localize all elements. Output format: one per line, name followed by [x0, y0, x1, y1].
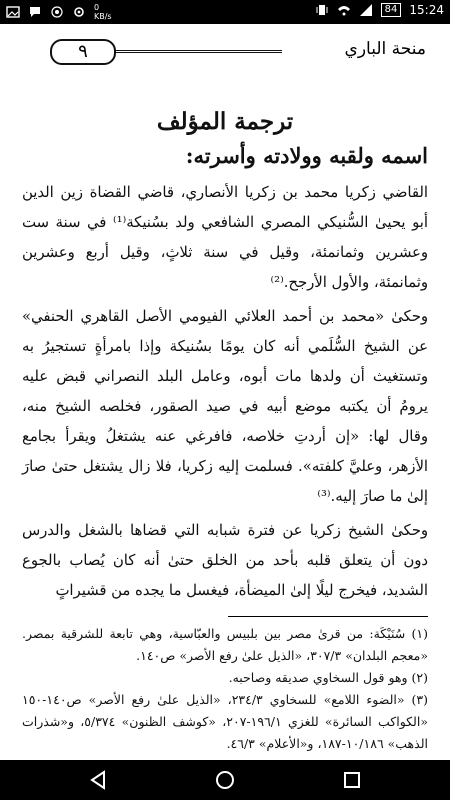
paragraph: وحكىٰ «محمد بن أحمد العلائي الفيومي الأصل القاهري الحنفي» عن الشيخ السُّلَمي أنه كان يومًا بسُنيكة وإذا بامرأةٍ تستجيرُ به وتستغيث أن ولدها مات أبوه، وعامل البلد النصراني قبض عليه يرومُ أن يكتبه موضع أبيه في صيد الصقور، فخلصه الشيخ منه، وقال لها: «إن أردتِ خلاصه، فافرغي عنه يشتغلُ ويقرأ بجامع الأزهر، وعليَّ كلفته». فسلمت إليه زكريا، فلا زال يشتغل حتىٰ صارَ إلىٰ ما صارَ إليه.⁽³⁾	[22, 308, 428, 505]
signal-icon	[359, 3, 373, 17]
footnote: (١) سُنَيْكَة: من قرىٰ مصر بين بلبيس والعبّاسية، وهي تابعة للشرقية بمصر. «معجم البلدان» ٣٠٧/٣، «الذيل علىٰ رفع الأصر» ص١٤٠.	[22, 626, 428, 663]
image-icon	[6, 5, 20, 19]
footnote-separator	[228, 616, 428, 617]
paragraph: وحكىٰ الشيخ زكريا عن فترة شبابه التي قضاها بالشغل والدرس دون أن يتعلق قلبه بأحد من الخلق حتىٰ أنه كان يُصاب بالجوع الشديد، فيخرج ليلًا إلىٰ الميضأة، فيغسل ما يجده من قشيراتٍ	[22, 522, 428, 599]
settings-icon	[72, 5, 86, 19]
battery-indicator: 84	[381, 3, 402, 17]
hotspot-icon	[50, 5, 64, 19]
back-icon[interactable]	[86, 768, 110, 792]
page-number: ٩	[50, 39, 116, 65]
reader-page	[0, 24, 450, 760]
vibrate-icon	[315, 3, 329, 17]
clock: 15:24	[409, 3, 444, 17]
footnote: (٢) وهو قول السخاوي صديقه وصاحبه.	[228, 670, 428, 685]
footnote: (٣) «الضوء اللامع» للسخاوي ٢٣٤/٣، «الذيل علىٰ رفع الأصر» ص١٤٠-١٥٠ «الكواكب السائرة» للغزي ١٩٦/١-٢٠٧، «كوشف الظنون» ٥/٣٧٤، و«شذرات الذهب» ١٠/١٨٦-١٨٧، و«الأعلام» ٤٦/٣.	[22, 692, 429, 751]
book-title: منحة الباري	[344, 39, 426, 59]
recent-apps-icon[interactable]	[340, 768, 364, 792]
navigation-bar	[0, 760, 450, 800]
status-bar	[0, 0, 450, 24]
net-speed: 0 KB/s	[94, 3, 112, 21]
status-right	[315, 3, 444, 17]
section-heading: اسمه ولقبه وولادته وأسرته:	[185, 143, 428, 168]
page-body	[22, 108, 428, 755]
home-icon[interactable]	[213, 768, 237, 792]
wifi-icon	[337, 3, 351, 17]
status-left	[6, 3, 112, 21]
chat-icon	[28, 5, 42, 19]
paragraph: القاضي زكريا محمد بن زكريا الأنصاري، قاضي القضاة زين الدين أبو يحيىٰ السُّنيكي المصري الشافعي ولد بسُنيكة⁽¹⁾ في سنة ست وعشرين وثمانمئة، وقيل في سنة ثلاثٍ، وقيل أربع وعشرين وثمانمئة، والأول الأرجح.⁽²⁾	[22, 184, 428, 291]
page-header	[18, 36, 432, 66]
page-title: ترجمة المؤلف	[156, 108, 294, 135]
